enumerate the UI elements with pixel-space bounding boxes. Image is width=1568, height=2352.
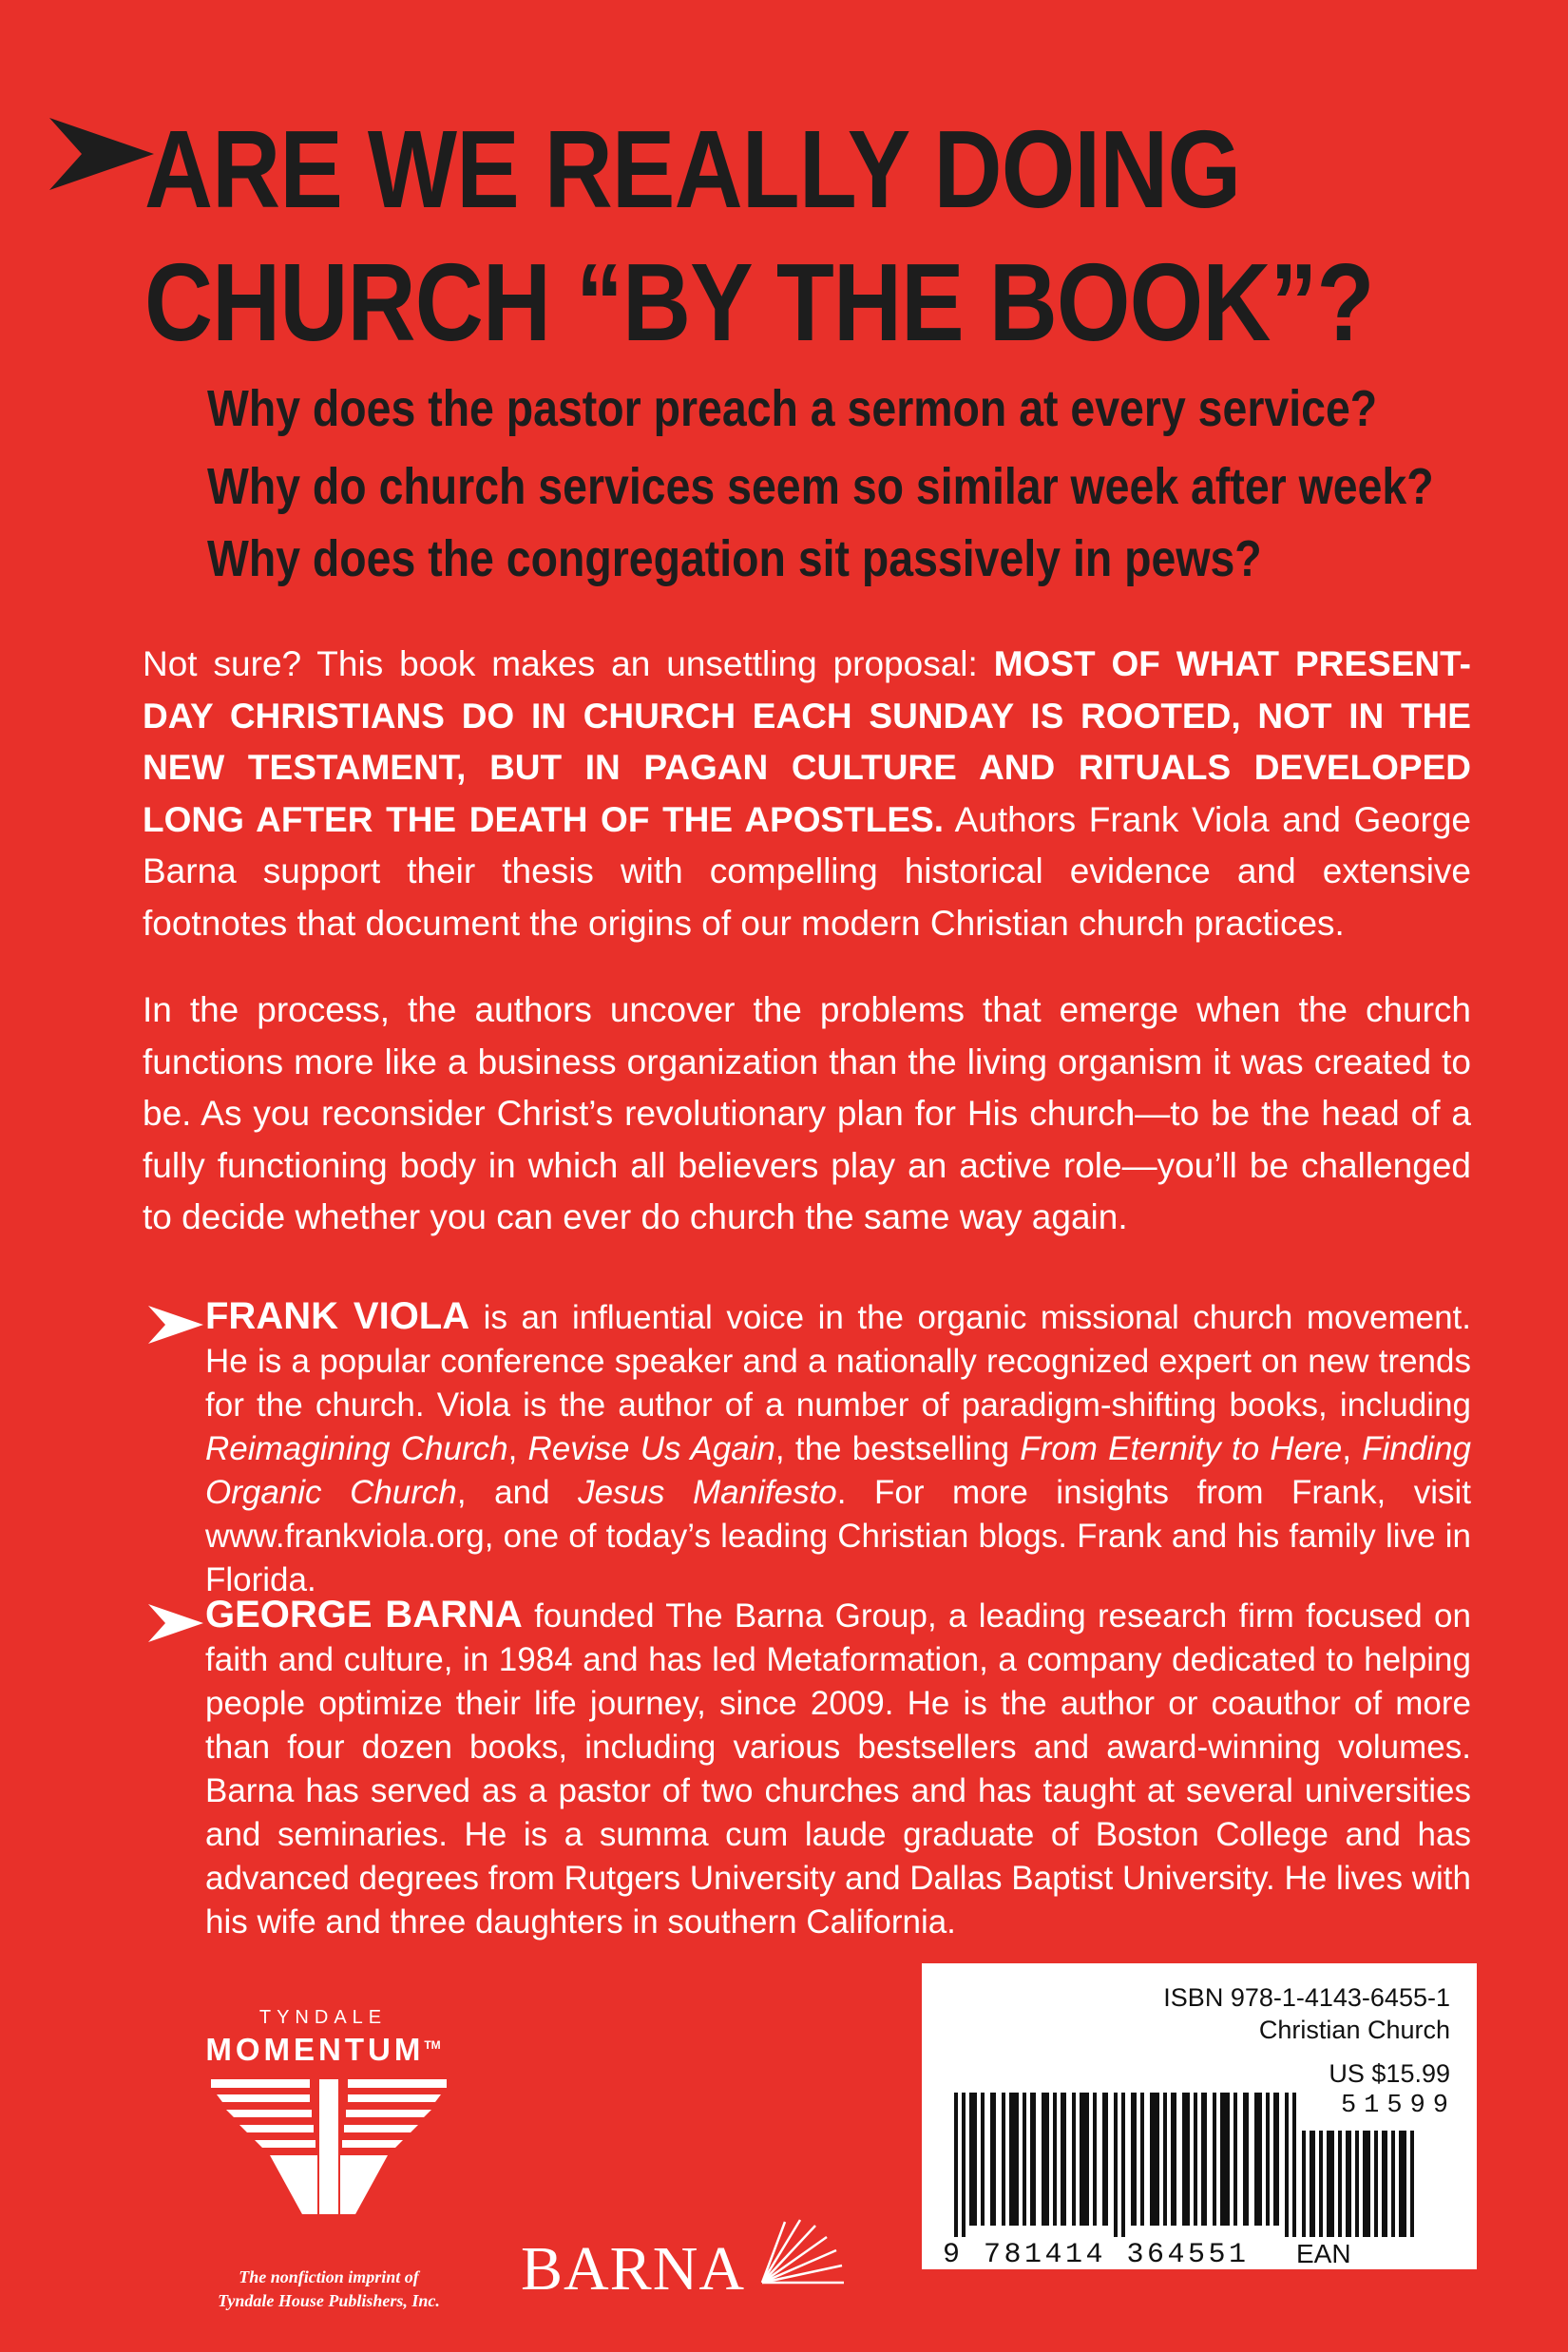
bio-frank-viola [205, 1294, 1471, 1602]
intro-paragraph [143, 639, 1471, 949]
trademark: TM [424, 2038, 441, 2052]
bio-text: founded The Barna Group, a leading research firm focused on faith and culture, in 1984 and has led Metaformation, a company dedicated to helping people optimize their life journey, since 2009. He is the author or coauthor of more than four dozen books, including various bestsellers and award-winning volumes. Barna has served as a pastor of two churches and has taught at several universities and seminaries. He is a summa cum laude graduate of Boston College and has advanced degrees from Rutgers University and Dallas Baptist University. He lives with his wife and three daughters in southern California. [205, 1597, 1471, 1941]
momentum-wordmark [196, 2032, 450, 2068]
tyndale-wordmark: TYNDALE [258, 2007, 388, 2028]
book-title: Finding Organic Church [205, 1430, 1472, 1511]
imprint-line-2: Tyndale House Publishers, Inc. [218, 2291, 440, 2310]
category-text: Christian Church [1258, 2016, 1450, 2044]
process-paragraph: In the process, the authors uncover the problems that emerge when the church functions more like a business organization than the living organism it was created to be. As you reconsider Christ’s revolutionary plan for His church—to be the head of a fully functioning body in which all believers play an active role—you’ll be challenged to decide whether you can ever do church the same way again. [143, 990, 1471, 1236]
bio-text: , [507, 1430, 528, 1467]
headline-line-2: CHURCH “BY THE BOOK”? [144, 240, 1374, 364]
imprint-text [196, 2266, 462, 2313]
question-1: Why does the pastor preach a sermon at every service? [207, 380, 1378, 437]
bio-text: is an influential voice in the organic missional church movement. He is a popular conference speaker and a nationally recognized expert on new trends for the church. Viola is the author of a number of paradigm-shifting books, including [205, 1299, 1471, 1424]
price-code-text: 51599 [1340, 2092, 1456, 2120]
intro-lead: Not sure? This book makes an unsettling proposal: [143, 644, 994, 683]
question-2: Why do church services seem so similar week after week? [207, 458, 1434, 515]
barna-logo: BARNA [521, 2234, 746, 2304]
book-title: Jesus Manifesto [578, 1474, 837, 1511]
question-3: Why does the congregation sit passively in pews? [207, 530, 1262, 587]
bio-arrow-icon [148, 1306, 203, 1344]
barcode-panel [922, 1963, 1477, 2269]
author-name-viola: FRANK VIOLA [205, 1295, 470, 1337]
bio-arrow-icon [148, 1604, 203, 1642]
barcode-digits: 9 781414 364551 [943, 2239, 1250, 2271]
headline-arrow-icon [49, 118, 154, 190]
bio-text: , and [456, 1474, 579, 1511]
bio-text: , [1342, 1430, 1363, 1467]
intro-rest: Authors Frank Viola and George Barna support their thesis with compelling historical evidence and extensive footnotes that document the origins of our modern Christian church practices. [143, 799, 1471, 943]
tyndale-book-logo-icon [207, 2075, 450, 2218]
headline [144, 103, 1374, 369]
isbn-barcode-icon [954, 2093, 1296, 2237]
price-barcode-icon [1302, 2131, 1416, 2237]
intro-emphasis: MOST OF WHAT PRESENT-DAY CHRISTIANS DO IN CHURCH EACH SUNDAY IS ROOTED, NOT IN THE NEW TESTAMENT, BUT IN PAGAN CULTURE AND RITUALS DEVELOPED LONG AFTER THE DEATH OF THE APOSTLES. [143, 644, 1471, 839]
book-title: Revise Us Again [527, 1430, 775, 1467]
headline-line-1: ARE WE REALLY DOING [144, 107, 1241, 231]
book-title: From Eternity to Here [1020, 1430, 1343, 1467]
barna-sunburst-icon [758, 2218, 848, 2286]
price-text: US $15.99 [1329, 2059, 1450, 2088]
ean-label: EAN [1296, 2239, 1351, 2268]
bio-text: , the bestselling [774, 1430, 1021, 1467]
momentum-text: MOMENTUM [205, 2032, 425, 2067]
book-title: Reimagining Church [205, 1430, 508, 1467]
bio-text: . For more insights from Frank, visit www.frankviola.org, one of today’s leading Christian blogs. Frank and his family live in Florida. [205, 1474, 1472, 1598]
bio-george-barna [205, 1593, 1471, 1944]
imprint-line-1: The nonfiction imprint of [239, 2267, 419, 2286]
author-name-barna: GEORGE BARNA [205, 1594, 523, 1635]
isbn-text: ISBN 978-1-4143-6455-1 [1163, 1983, 1450, 2012]
